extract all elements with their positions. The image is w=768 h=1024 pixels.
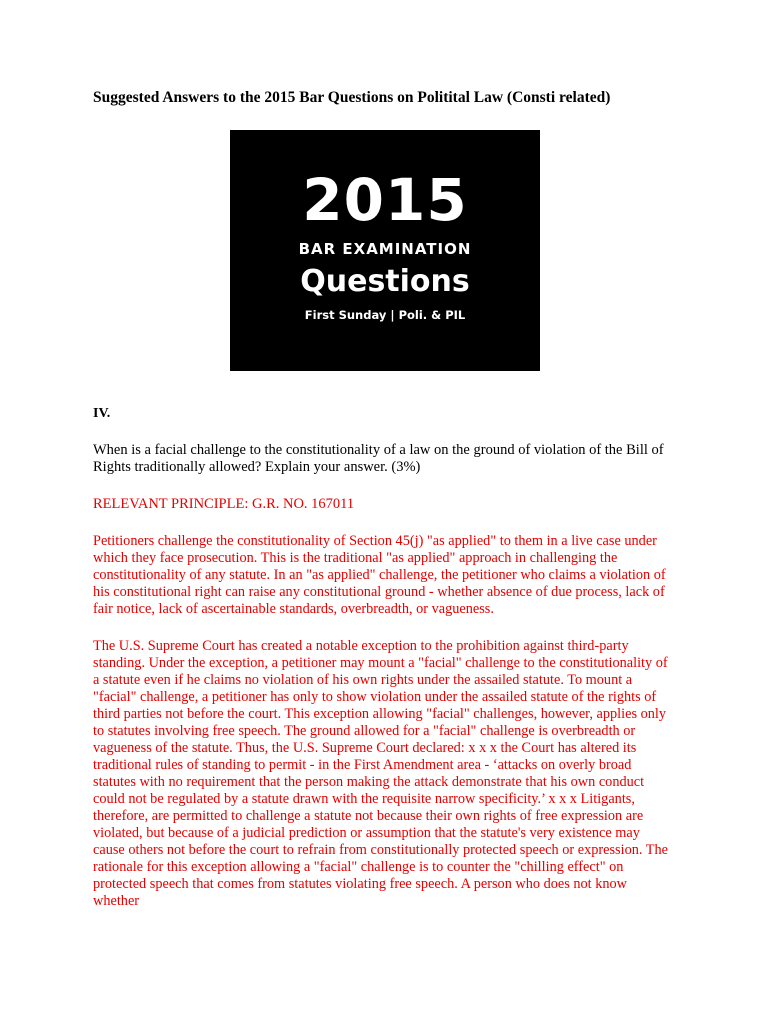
banner-subtitle: First Sunday | Poli. & PIL bbox=[304, 308, 466, 322]
bar-question: When is a facial challenge to the constitutionality of a law on the ground of violation of the Bill of Rights traditionally allowed? Explain your answer. (3%) bbox=[93, 442, 664, 475]
answer-paragraph: The U.S. Supreme Court has created a notable exception to the prohibition against third-party standing. Under the exception, a petitioner may mount a "facial" challenge to the constitutionality of a statute even if he claims no violation of his own rights under the assailed statute. To mount a "facial" challenge, a petitioner has only to show violation under the assailed statute of the rights of third parties not before the court. This exception allowing "facial" challenges, however, applies only to statutes involving free speech. The ground allowed for a "facial" challenge is overbreadth or vagueness of the statute. Thus, the U.S. Supreme Court declared: x x x the Court has altered its traditional rules of standing to permit - in the First Amendment area - ‘attacks on overly broad statutes with no requirement that the person making the attack demonstrate that his own conduct could not be regulated by a statute drawn with the requisite narrow specificity.’ x x x Litigants, therefore, are permitted to challenge a statute not because their own rights of free expression are violated, but because of a judicial prediction or assumption that the statute's very existence may cause others not before the court to refrain from constitutionally protected speech or expression. The rationale for this exception allowing a "facial" challenge is to counter the "chilling effect" on protected speech that comes from statutes violating free speech. A person who does not know whether bbox=[93, 638, 668, 909]
banner-questions-label: Questions bbox=[300, 264, 470, 299]
relevant-principle: RELEVANT PRINCIPLE: G.R. NO. 167011 bbox=[93, 496, 355, 512]
section-number: IV. bbox=[93, 406, 111, 421]
document-title: Suggested Answers to the 2015 Bar Questions on Politital Law (Consti related) bbox=[93, 89, 611, 106]
banner-exam-label: BAR EXAMINATION bbox=[298, 240, 472, 258]
answer-paragraph: Petitioners challenge the constitutionality of Section 45(j) "as applied" to them in a live case under which they face prosecution. This is the traditional "as applied" approach in challenging the constitutionality of any statute. In an "as applied" challenge, the petitioner who claims a violation of his constitutional right can raise any constitutional ground - whether absence of due process, lack of fair notice, lack of ascertainable standards, overbreadth, or vagueness. bbox=[93, 533, 666, 617]
document-page bbox=[93, 88, 683, 910]
exam-banner-image bbox=[230, 130, 540, 371]
banner-year: 2015 bbox=[302, 166, 468, 234]
